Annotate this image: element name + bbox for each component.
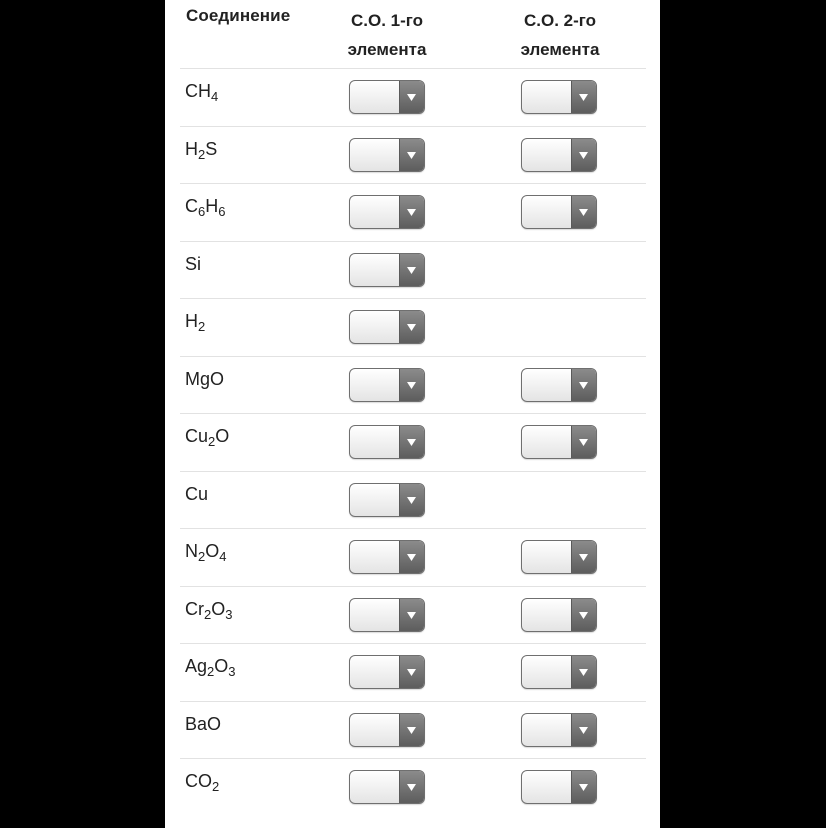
formula-subscript: 4 xyxy=(211,89,219,104)
oxidation-state-select[interactable] xyxy=(349,138,425,172)
table-row xyxy=(180,758,646,816)
chevron-down-icon[interactable] xyxy=(399,484,424,516)
table-row xyxy=(180,528,646,586)
formula-subscript: 3 xyxy=(228,664,236,679)
formula-symbol: O xyxy=(215,426,230,446)
formula-symbol: CO xyxy=(185,771,212,791)
header-col2-line1: С.О. 2-го xyxy=(523,11,597,30)
formula-subscript: 6 xyxy=(198,204,206,219)
chevron-down-icon[interactable] xyxy=(399,311,424,343)
compound-formula xyxy=(185,196,225,217)
chevron-down-icon[interactable] xyxy=(571,599,596,631)
chevron-down-icon[interactable] xyxy=(399,196,424,228)
header-oxidation-state-element-2 xyxy=(500,6,620,64)
formula-symbol: Cu xyxy=(185,483,209,504)
compound-formula xyxy=(185,656,236,677)
oxidation-state-select[interactable] xyxy=(521,195,597,229)
table-row xyxy=(180,701,646,759)
chevron-down-icon[interactable] xyxy=(571,139,596,171)
header-compound: Соединение xyxy=(186,6,291,25)
formula-symbol: H xyxy=(185,138,198,159)
oxidation-state-select[interactable] xyxy=(349,713,425,747)
formula-symbol: Si xyxy=(185,253,202,274)
table-row xyxy=(180,356,646,414)
oxidation-state-select[interactable] xyxy=(349,368,425,402)
chevron-down-icon[interactable] xyxy=(571,541,596,573)
chevron-down-icon[interactable] xyxy=(571,714,596,746)
chevron-down-icon[interactable] xyxy=(571,656,596,688)
oxidation-state-select[interactable] xyxy=(521,598,597,632)
formula-subscript: 2 xyxy=(207,664,215,679)
oxidation-state-select[interactable] xyxy=(521,138,597,172)
formula-subscript: 3 xyxy=(225,606,233,622)
table-row xyxy=(180,471,646,529)
compound-formula xyxy=(185,714,221,735)
header-col1-line2: элемента xyxy=(347,40,427,59)
chevron-down-icon[interactable] xyxy=(399,426,424,458)
chevron-down-icon[interactable] xyxy=(399,254,424,286)
chevron-down-icon[interactable] xyxy=(571,771,596,803)
compound-formula xyxy=(185,311,205,332)
table-row xyxy=(180,126,646,184)
chevron-down-icon[interactable] xyxy=(571,81,596,113)
oxidation-state-select[interactable] xyxy=(521,713,597,747)
table-row xyxy=(180,413,646,471)
compound-formula xyxy=(185,139,217,160)
formula-subscript: 6 xyxy=(218,204,226,219)
formula-subscript: 2 xyxy=(198,549,206,564)
compound-formula xyxy=(185,369,224,390)
compound-formula xyxy=(185,254,201,275)
formula-symbol: CH xyxy=(185,81,211,101)
formula-symbol: BaO xyxy=(185,713,222,734)
oxidation-state-select[interactable] xyxy=(349,483,425,517)
table-row xyxy=(180,643,646,701)
oxidation-state-select[interactable] xyxy=(521,368,597,402)
formula-symbol: H xyxy=(205,196,219,216)
formula-symbol: O xyxy=(214,656,229,676)
oxidation-state-select[interactable] xyxy=(349,598,425,632)
table-row xyxy=(180,241,646,299)
oxidation-state-select[interactable] xyxy=(349,195,425,229)
table-row xyxy=(180,68,646,126)
compound-formula xyxy=(185,81,218,102)
chevron-down-icon[interactable] xyxy=(571,369,596,401)
chevron-down-icon[interactable] xyxy=(399,369,424,401)
formula-subscript: 2 xyxy=(212,779,220,794)
table-header xyxy=(165,0,660,68)
chevron-down-icon[interactable] xyxy=(399,139,424,171)
header-oxidation-state-element-1 xyxy=(327,6,447,64)
formula-symbol: MgO xyxy=(185,368,225,389)
oxidation-state-select[interactable] xyxy=(349,253,425,287)
oxidation-state-select[interactable] xyxy=(521,80,597,114)
oxidation-state-select[interactable] xyxy=(521,770,597,804)
formula-subscript: 2 xyxy=(198,319,206,334)
compound-formula xyxy=(185,599,232,620)
formula-symbol: N xyxy=(185,541,198,561)
oxidation-state-select[interactable] xyxy=(349,540,425,574)
table-row xyxy=(180,183,646,241)
chevron-down-icon[interactable] xyxy=(399,81,424,113)
oxidation-states-panel xyxy=(165,0,660,828)
formula-subscript: 4 xyxy=(219,549,227,564)
oxidation-state-select[interactable] xyxy=(521,655,597,689)
oxidation-state-select[interactable] xyxy=(349,425,425,459)
formula-symbol: Ag xyxy=(185,656,208,676)
oxidation-state-select[interactable] xyxy=(349,655,425,689)
oxidation-state-select[interactable] xyxy=(349,80,425,114)
chevron-down-icon[interactable] xyxy=(399,771,424,803)
compound-formula xyxy=(185,771,219,792)
formula-subscript: 2 xyxy=(198,146,206,162)
compound-formula xyxy=(185,426,229,447)
chevron-down-icon[interactable] xyxy=(399,541,424,573)
formula-symbol: Cu xyxy=(185,426,209,446)
formula-symbol: H xyxy=(185,311,198,331)
oxidation-state-select[interactable] xyxy=(349,770,425,804)
compound-formula xyxy=(185,541,226,562)
chevron-down-icon[interactable] xyxy=(399,599,424,631)
oxidation-state-select[interactable] xyxy=(521,540,597,574)
formula-symbol: O xyxy=(211,598,226,619)
oxidation-state-select[interactable] xyxy=(349,310,425,344)
formula-symbol: O xyxy=(205,541,220,561)
table-row xyxy=(180,586,646,644)
formula-subscript: 2 xyxy=(204,606,212,622)
formula-symbol: S xyxy=(205,138,218,159)
oxidation-state-select[interactable] xyxy=(521,425,597,459)
chevron-down-icon[interactable] xyxy=(571,426,596,458)
formula-symbol: C xyxy=(185,196,198,216)
chevron-down-icon[interactable] xyxy=(399,714,424,746)
compound-formula xyxy=(185,484,208,505)
formula-subscript: 2 xyxy=(208,434,216,449)
table-row xyxy=(180,298,646,356)
formula-symbol: Cr xyxy=(185,598,204,619)
header-col2-line2: элемента xyxy=(520,40,600,59)
chevron-down-icon[interactable] xyxy=(571,196,596,228)
header-col1-line1: С.О. 1-го xyxy=(350,11,424,30)
chevron-down-icon[interactable] xyxy=(399,656,424,688)
